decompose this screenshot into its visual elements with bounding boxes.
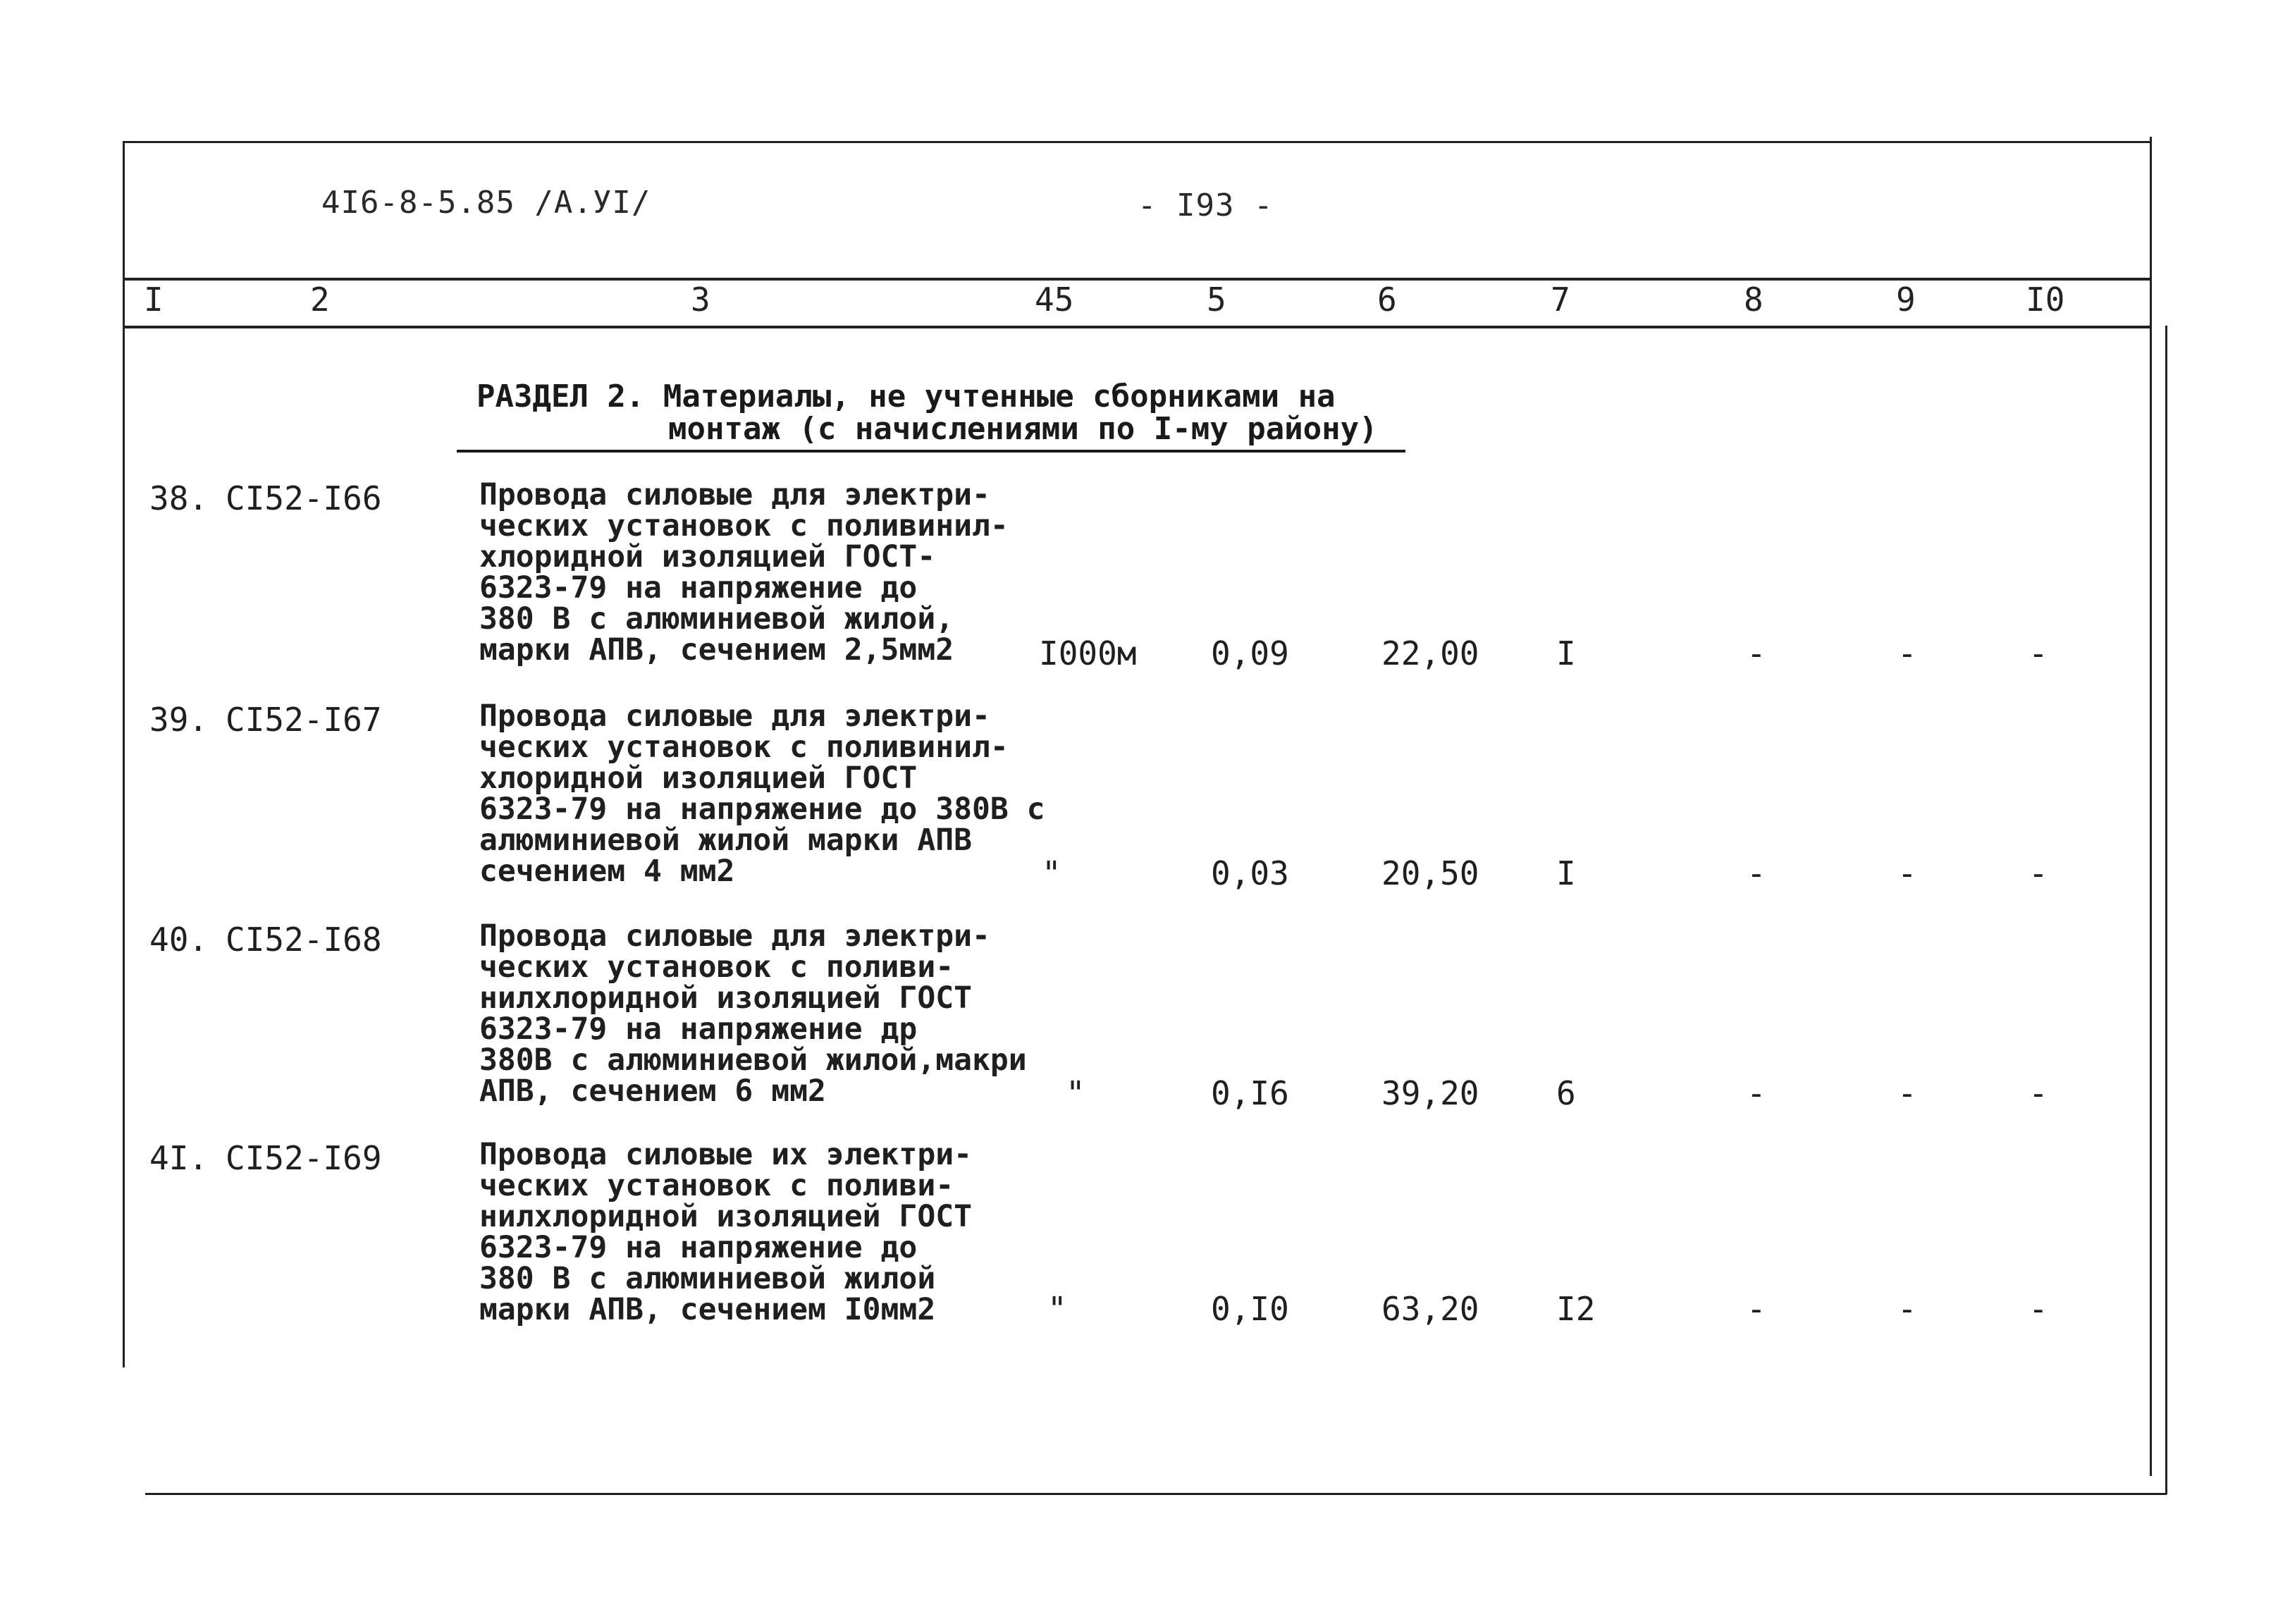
- description-line: 6323-79 на напряжение до: [479, 570, 918, 605]
- column-10-value: -: [2029, 1290, 2048, 1328]
- item-code: CI52-I66: [226, 479, 382, 517]
- item-code: CI52-I69: [226, 1139, 382, 1177]
- column-10-value: -: [2029, 1074, 2048, 1112]
- column-7-value: I: [1556, 854, 1576, 892]
- description-line: Провода силовые для электри-: [479, 699, 990, 734]
- column-10-value: -: [2029, 634, 2048, 672]
- column-8-value: -: [1747, 1074, 1766, 1112]
- description-line: Провода силовые для электри-: [479, 477, 990, 512]
- column-6-value: 20,50: [1381, 854, 1479, 892]
- row-number: 4I.: [149, 1139, 209, 1177]
- column-9-value: -: [1897, 634, 1917, 672]
- column-7-value: 6: [1556, 1074, 1576, 1112]
- column-header-bottom-rule: [123, 326, 2151, 328]
- column-9-value: -: [1897, 1290, 1917, 1328]
- description-line: 380 В с алюминиевой жилой,: [479, 601, 954, 636]
- column-number-6: 6: [1377, 281, 1397, 319]
- description-line: ческих установок с поливи-: [479, 949, 954, 985]
- column-number-1: I: [144, 281, 164, 319]
- description-line: нилхлоридной изоляцией ГОСТ: [479, 1199, 972, 1234]
- column-5-value: 0,I6: [1211, 1074, 1289, 1112]
- column-6-value: 39,20: [1381, 1074, 1479, 1112]
- column-number-5: 5: [1207, 281, 1226, 319]
- description-line: алюминиевой жилой марки АПВ: [479, 823, 972, 858]
- item-description: [479, 701, 1100, 887]
- column-header-top-rule: [123, 278, 2151, 281]
- column-number-3: 3: [691, 281, 710, 319]
- description-line: Провода силовые для электри-: [479, 918, 990, 954]
- unit: I000м: [1039, 634, 1137, 672]
- section-title-line-2: монтаж (с начислениями по I-му району): [668, 411, 1378, 447]
- column-number-8: 8: [1744, 281, 1763, 319]
- description-line: Провода силовые их электри-: [479, 1137, 972, 1172]
- description-line: нилхлоридной изоляцией ГОСТ: [479, 980, 972, 1016]
- item-code: CI52-I67: [226, 701, 382, 739]
- description-line: ческих установок с поливинил-: [479, 508, 1009, 543]
- item-description: [479, 918, 1100, 1109]
- column-9-value: -: [1897, 854, 1917, 892]
- column-5-value: 0,09: [1211, 634, 1289, 672]
- row-number: 40.: [149, 921, 209, 959]
- column-5-value: 0,I0: [1211, 1290, 1289, 1328]
- description-line: АПВ, сечением 6 мм2: [479, 1074, 826, 1109]
- description-line: марки АПВ, сечением 2,5мм2: [479, 632, 954, 668]
- right-border: [2150, 137, 2152, 1476]
- column-6-value: 63,20: [1381, 1290, 1479, 1328]
- description-line: ческих установок с поливинил-: [479, 730, 1009, 765]
- description-line: 6323-79 на напряжение др: [479, 1011, 918, 1047]
- description-line: марки АПВ, сечением I0мм2: [479, 1292, 936, 1327]
- column-number-45: 45: [1035, 281, 1074, 319]
- column-8-value: -: [1747, 1290, 1766, 1328]
- bottom-border: [145, 1493, 2167, 1495]
- column-number-2: 2: [310, 281, 330, 319]
- row-number: 38.: [149, 479, 209, 517]
- page-number: - I93 -: [1138, 187, 1274, 223]
- right-border-lower: [2165, 326, 2167, 1494]
- description-line: 380В с алюминиевой жилой,макри: [479, 1042, 1027, 1078]
- column-number-10: I0: [2026, 281, 2065, 319]
- unit: ": [1066, 1074, 1085, 1112]
- column-5-value: 0,03: [1211, 854, 1289, 892]
- item-description: [479, 1139, 1100, 1325]
- row-number: 39.: [149, 701, 209, 739]
- left-border: [123, 141, 125, 1367]
- section-title-underline: [457, 450, 1405, 453]
- column-9-value: -: [1897, 1074, 1917, 1112]
- column-10-value: -: [2029, 854, 2048, 892]
- description-line: 6323-79 на напряжение до 380В с: [479, 792, 1045, 827]
- item-description: [479, 477, 1100, 668]
- item-code: CI52-I68: [226, 921, 382, 959]
- top-border: [123, 141, 2151, 143]
- section-title: [476, 381, 1378, 445]
- description-line: сечением 4 мм2: [479, 854, 735, 889]
- column-8-value: -: [1747, 854, 1766, 892]
- description-line: ческих установок с поливи-: [479, 1168, 954, 1203]
- section-title-line-1: РАЗДЕЛ 2. Материалы, не учтенные сборниками на: [476, 379, 1336, 414]
- description-line: 6323-79 на напряжение до: [479, 1230, 918, 1265]
- column-6-value: 22,00: [1381, 634, 1479, 672]
- description-line: 380 В с алюминиевой жилой: [479, 1261, 936, 1296]
- column-8-value: -: [1747, 634, 1766, 672]
- description-line: хлоридной изоляцией ГОСТ-: [479, 539, 936, 574]
- description-line: хлоридной изоляцией ГОСТ: [479, 761, 918, 796]
- document-code: 4I6-8-5.85 /А.УI/: [321, 185, 651, 221]
- column-7-value: I2: [1556, 1290, 1596, 1328]
- unit: ": [1042, 854, 1061, 892]
- column-7-value: I: [1556, 634, 1576, 672]
- unit: ": [1047, 1290, 1067, 1328]
- column-number-9: 9: [1896, 281, 1916, 319]
- column-number-7: 7: [1551, 281, 1570, 319]
